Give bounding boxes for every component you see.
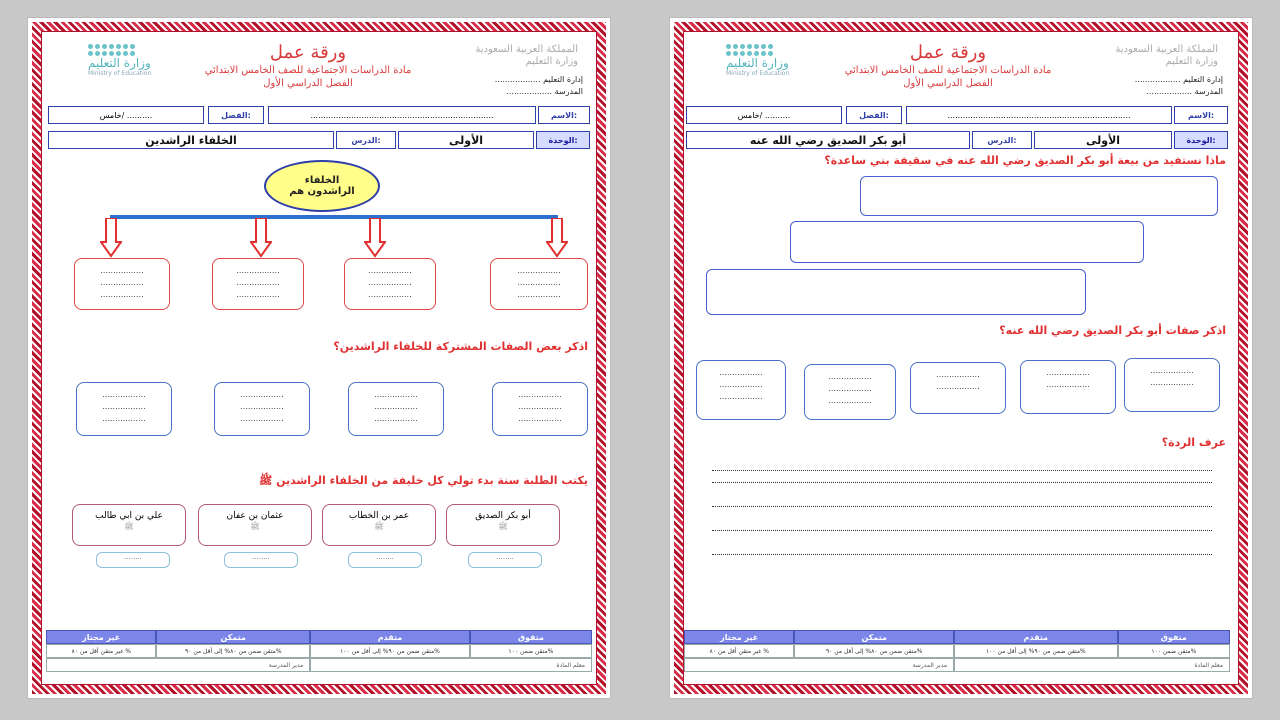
question-common-traits: اذكر بعض الصفات المشتركة للخلفاء الراشدين؟ [333,340,588,353]
worksheet-subtitle-1: مادة الدراسات الاجتماعية للصف الخامس الابتدائي [204,65,412,76]
worksheet-title: ورقة عمل [909,42,987,63]
kingdom-crest [1088,44,1218,68]
unit-value: الأولى [398,131,534,149]
unit-value: الأولى [1034,131,1172,149]
worksheet-right [670,18,1252,698]
trait-answer-box[interactable]: ................. ................. ................. [348,382,444,436]
ministry-name: وزارة التعليم [726,56,789,70]
ministry-name-en: Ministry of Education [88,70,152,77]
rubric-criterion[interactable]: متقن ضمن من ٨٠% إلى أقل من ٩٠% [794,644,954,658]
kingdom-crest [448,44,578,68]
rubric-head-proficient: متمكن [794,630,954,644]
caliph-answer-box[interactable]: ................. ................. ................. [212,258,304,310]
trait-answer-box[interactable]: ................. ................. [1124,358,1220,412]
teacher-sign: معلم المادة [954,658,1230,672]
logo-dots-icon [726,44,789,56]
admin-info [438,74,583,98]
arrow-down-icon [250,218,272,262]
answer-line[interactable] [712,506,1212,507]
unit-label: الوحدة: [536,131,590,149]
lesson-label: الدرس: [336,131,396,149]
worksheet-subtitle-1: مادة الدراسات الاجتماعية للصف الخامس الابتدائي [844,65,1052,76]
rubric-criterion[interactable]: متقن ضمن من ٨٠% إلى أقل من ٩٠% [156,644,310,658]
rubric-table [46,630,592,672]
name-label: الاسم: [538,106,590,124]
name-label: الاسم: [1174,106,1228,124]
principal-sign: مدير المدرسة [684,658,954,672]
admin-label: إدارة التعليم [543,75,583,84]
rubric-table [684,630,1230,672]
year-input[interactable]: ........ [468,552,542,568]
lesson-value: أبو بكر الصديق رضي الله عنه [686,131,970,149]
crest-line-2: وزارة التعليم [525,56,578,67]
rubric-criterion[interactable]: متقن ضمن من ٩٠% إلى أقل من ١٠٠% [310,644,470,658]
name-field[interactable]: ........................................................................ [268,106,536,124]
school-label: المدرسة [1194,87,1223,96]
crest-line-1: المملكة العربية السعودية [475,44,578,55]
answer-line[interactable] [712,530,1212,531]
caliph-name-box: عمر بن الخطاب ﷺ [322,504,436,546]
rubric-criterion[interactable]: متقن ضمن من ٩٠% إلى أقل من ١٠٠% [954,644,1118,658]
connector-bar [110,215,558,219]
arrow-down-icon [100,218,122,262]
arrow-down-icon [364,218,386,262]
rubric-criterion[interactable]: غير متقن أقل من ٨٠ % [46,644,156,658]
rubric-criterion[interactable]: متقن ضمن ١٠٠% [470,644,592,658]
principal-sign: مدير المدرسة [46,658,310,672]
worksheet-left [28,18,610,698]
logo-dots-icon [88,44,151,56]
crest-line-1: المملكة العربية السعودية [1115,44,1218,55]
trait-answer-box[interactable]: ................. ................. [1020,360,1116,414]
answer-box-1[interactable] [860,176,1218,216]
answer-line[interactable] [712,482,1212,483]
ministry-name: وزارة التعليم [88,56,151,70]
answer-line[interactable] [712,470,1212,471]
class-field[interactable]: خامس/ .......... [686,106,842,124]
rubric-head-excellent: متفوق [1118,630,1230,644]
lesson-label: الدرس: [972,131,1032,149]
admin-value: .................. [494,75,541,84]
trait-answer-box[interactable]: ................. ................. ................. [696,360,786,420]
rubric-head-excellent: متفوق [470,630,592,644]
caliph-answer-box[interactable]: ................. ................. ................. [74,258,170,310]
ministry-name-en: Ministry of Education [726,70,790,77]
year-input[interactable]: ........ [224,552,298,568]
answer-box-3[interactable] [706,269,1086,315]
class-label: الفصل: [208,106,264,124]
question-abubakr-traits: اذكر صفات أبو بكر الصديق رضي الله عنه؟ [999,324,1226,337]
rubric-head-proficient: متمكن [156,630,310,644]
year-input[interactable]: ........ [348,552,422,568]
rubric-criterion[interactable]: غير متقن أقل من ٨٠ % [684,644,794,658]
class-field[interactable]: خامس/ .......... [48,106,204,124]
crest-line-2: وزارة التعليم [1165,56,1218,67]
answer-line[interactable] [712,554,1212,555]
teacher-sign: معلم المادة [310,658,592,672]
frame-inner-border [41,31,597,685]
school-label: المدرسة [554,87,583,96]
question-riddah: عرف الردة؟ [1161,436,1226,449]
rubric-head-advanced: متقدم [310,630,470,644]
trait-answer-box[interactable]: ................. ................. ................. [804,364,896,420]
worksheet-subtitle-2: الفصل الدراسي الأول [903,78,993,89]
caliph-name-box: عثمان بن عفان ﷺ [198,504,312,546]
question-caliph-years: يكتب الطلبة سنة بدء تولي كل خليفة من الخلفاء الراشدين ﷺ [258,474,588,487]
answer-box-2[interactable] [790,221,1144,263]
lesson-value: الخلفاء الراشدين [48,131,334,149]
unit-label: الوحدة: [1174,131,1228,149]
caliph-answer-box[interactable]: ................. ................. ................. [344,258,436,310]
school-value: .................. [506,87,553,96]
trait-answer-box[interactable]: ................. ................. [910,362,1006,414]
rubric-head-advanced: متقدم [954,630,1118,644]
name-field[interactable]: ........................................................................ [906,106,1172,124]
admin-info [1078,74,1223,98]
rubric-head-not-passed: غير مجتاز [46,630,156,644]
worksheet-title: ورقة عمل [269,42,347,63]
center-bubble: الخلفاء الراشدون هم [264,160,380,212]
year-input[interactable]: ........ [96,552,170,568]
rubric-criterion[interactable]: متقن ضمن ١٠٠% [1118,644,1230,658]
question-bayah: ماذا نستفيد من بيعة أبو بكر الصديق رضي الله عنه في سقيفة بني ساعدة؟ [824,154,1226,167]
ministry-logo [726,44,789,77]
admin-label: إدارة التعليم [1183,75,1223,84]
caliph-name-box: أبو بكر الصديق ﷺ [446,504,560,546]
class-label: الفصل: [846,106,902,124]
school-value: .................. [1146,87,1193,96]
trait-answer-box[interactable]: ................. ................. ................. [214,382,310,436]
worksheet-subtitle-2: الفصل الدراسي الأول [263,78,353,89]
rubric-head-not-passed: غير مجتاز [684,630,794,644]
admin-value: .................. [1134,75,1181,84]
trait-answer-box[interactable]: ................. ................. ................. [76,382,172,436]
caliph-answer-box[interactable]: ................. ................. ................. [490,258,588,310]
caliph-name-box: علي بن ابي طالب ﷺ [72,504,186,546]
trait-answer-box[interactable]: ................. ................. ................. [492,382,588,436]
arrow-down-icon [546,218,568,262]
ministry-logo [88,44,151,77]
